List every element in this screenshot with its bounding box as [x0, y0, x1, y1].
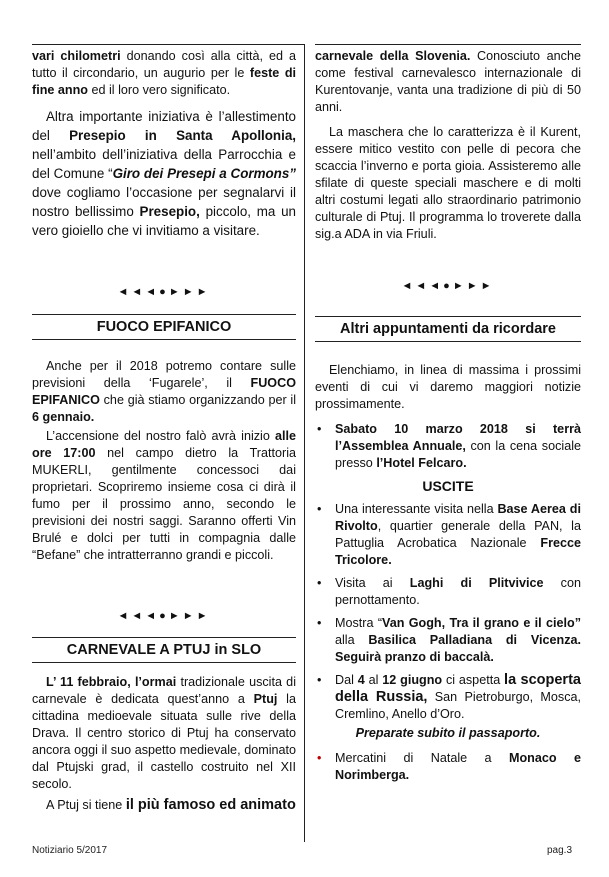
list-item-rivolto: • Una interessante visita nella Base Aerea di Rivolto, quartier generale della PAN, la Pattuglia Acrobatica Nazionale Frecce Tricolore.	[317, 502, 581, 567]
column-divider	[304, 44, 305, 842]
carnevale-text: L’ 11 febbraio, l’ormai tradizionale uscita di carnevale è dedicata quest’anno a Ptuj la cittadina medioevale situata sulle rive della Drava. Il centro storico di Ptuj ha conservato ancora oggi il suo aspetto medievale, dominato dal Ptujski grad, il castello costruito nel XII secolo. A Ptuj si tiene il più famoso ed animato	[32, 675, 296, 813]
list-item-assemblea: • Sabato 10 marzo 2018 si terrà l’Assemblea Annuale, con la cena sociale presso l’Hotel Felcaro.	[317, 422, 581, 470]
section-title-carnevale: CARNEVALE A PTUJ in SLO	[32, 637, 296, 663]
uscite-heading: USCITE	[422, 478, 474, 494]
footer-issue: Notiziario 5/2017	[32, 845, 108, 856]
list-item-van-gogh: • Mostra “Van Gogh, Tra il grano e il cielo” alla Basilica Palladiana di Vicenza. Seguirà pranzo di baccalà.	[317, 616, 581, 664]
ornament-divider-2: ◄◄◄●►►►	[117, 610, 211, 622]
top-rule-left	[32, 44, 304, 45]
carnevale-continuation: carnevale della Slovenia. Conosciuto anche come festival carnevalesco internazionale di Kurentovanje, vanta una tradizione di più di 50 anni. La maschera che lo caratterizza è il Kurent, essere mitico vestito con pelle di pecora che scaccia l’inverno e porta gioia. Assisteremo alle sfilate di queste speciali maschere e di molti altri costumi legati allo straordinario patrimonio culturale di Ptuj. Il programma lo troverete dalla sig.a ADA in via Friuli.	[315, 49, 581, 241]
list-item-mercatini: • Mercatini di Natale a Monaco e Norimberga.	[317, 751, 581, 782]
section-title-altri: Altri appuntamenti da ricordare	[315, 316, 581, 342]
fuoco-text: Anche per il 2018 potremo contare sulle previsioni della ‘Fugarele’, il FUOCO EPIFANICO che già stiamo organizzando per il 6 gennaio. L’accensione del nostro falò avrà inizio alle ore 17:00 nel campo dietro la Trattoria MUKERLI, gentilmente concessoci dai proprietari. Scopriremo insieme cosa ci dirà il fumo per il prossimo anno, secondo le previsioni dei nostri saggi. Saranno offerti Vin Brulé e dolci per tutti in compagnia dalle “Befane” che intratterranno grandi e piccoli.	[32, 359, 296, 562]
ornament-divider: ◄◄◄●►►►	[117, 286, 211, 298]
top-rule-right	[315, 44, 581, 45]
list-item-russia: • Dal 4 al 12 giugno ci aspetta la scoperta della Russia, San Pietroburgo, Mosca, Cremlino, Anello d’Oro.	[317, 672, 581, 721]
altri-appuntamenti: Elenchiamo, in linea di massima i prossimi eventi di cui vi daremo maggiori notizie prossimamente. • Sabato 10 marzo 2018 si terrà l’Assemblea Annuale, con la cena sociale presso l’Hotel Felcaro. USCITE • Una interessante visita nella Base Aerea di Rivolto, quartier generale della PAN, la Pattuglia Acrobatica Nazionale Frecce Tricolore. • Visita ai Laghi di Plitvivice con pernottamento. • Mostra “Van Gogh, Tra il grano e il cielo” alla Basilica Palladiana di Vicenza. Seguirà pranzo di baccalà. • Dal 4 al 12 giugno ci aspetta la scoperta della Russia, San Pietroburgo, Mosca, Cremlino, Anello d’Oro. Preparate subito il passaporto. • Mercatini di Natale a Monaco e Norimberga.	[315, 363, 581, 782]
ornament-divider-3: ◄◄◄●►►►	[401, 280, 495, 292]
section-title-fuoco: FUOCO EPIFANICO	[32, 314, 296, 340]
passaporto-note: Preparate subito il passaporto.	[355, 726, 541, 740]
list-item-plitvice: • Visita ai Laghi di Plitvivice con pernottamento.	[317, 576, 581, 607]
footer-page-number: pag.3	[547, 845, 573, 856]
presepio-continuation: vari chilometri donando così alla città, ed a tutto il circondario, un augurio per le feste di fine anno ed il loro vero significato. Altra importante iniziativa è l’allestimento del Presepio in Santa Apollonia, nell’ambito dell’iniziativa della Parrocchia e del Comune “Giro dei Presepi a Cormons” dove cogliamo l’occasione per segnalarvi il nostro bellissimo Presepio, piccolo, ma un vero gioiello che vi invitiamo a visitare.	[32, 49, 297, 238]
